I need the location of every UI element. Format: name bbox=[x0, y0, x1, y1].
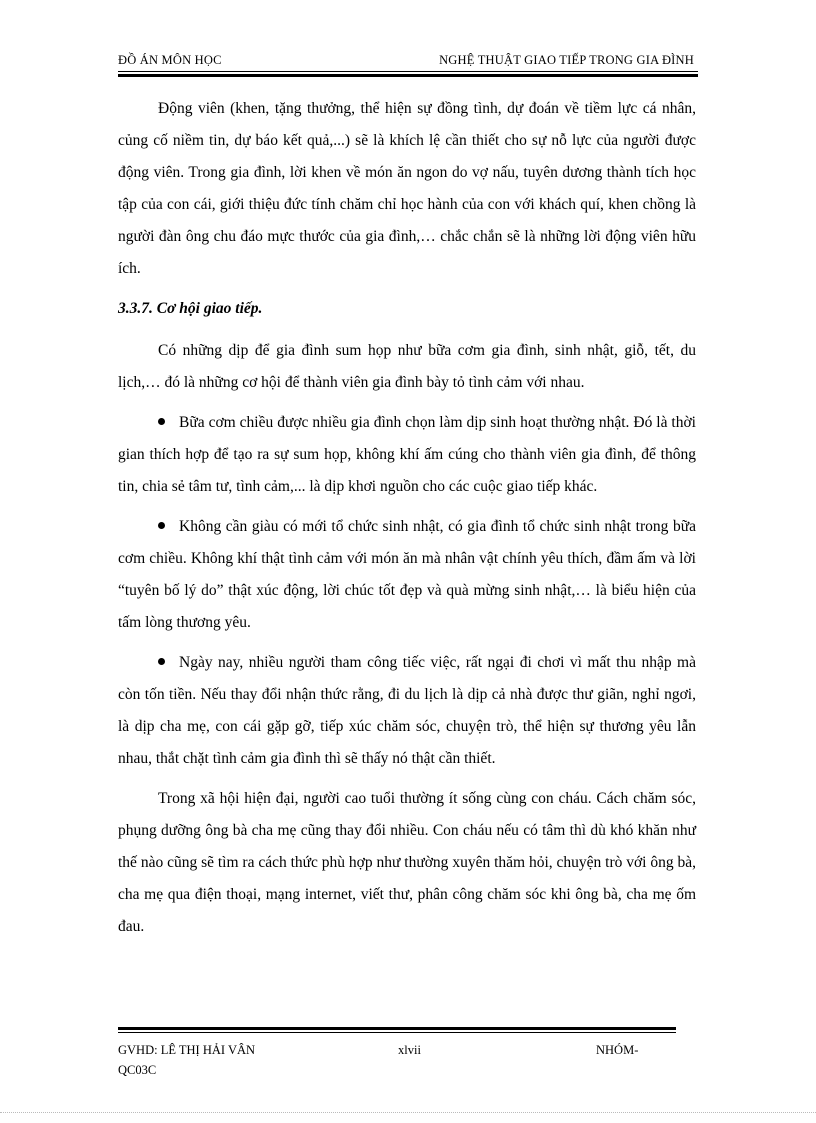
footer-advisor: GVHD: LÊ THỊ HẢI VÂN bbox=[118, 1043, 256, 1057]
paragraph-occasions: Có những dịp để gia đình sum họp như bữa cơm gia đình, sinh nhật, giỗ, tết, du lịch,… đó là những cơ hội để thành viên gia đình bày tỏ tình cảm với nhau. bbox=[118, 342, 696, 391]
header-rule-thick bbox=[118, 74, 698, 77]
section-heading: 3.3.7. Cơ hội giao tiếp. bbox=[118, 300, 263, 317]
bullet-item-birthday bbox=[118, 511, 696, 639]
footer-group-code: QC03C bbox=[118, 1063, 157, 1077]
bullet-icon bbox=[158, 658, 165, 665]
bullet-item-travel bbox=[118, 647, 696, 775]
paragraph-elderly-care: Trong xã hội hiện đại, người cao tuổi thường ít sống cùng con cháu. Cách chăm sóc, phụng dưỡng ông bà cha mẹ cũng thay đổi nhiều. Con cháu nếu có tâm thì dù khó khăn như thế nào cũng sẽ tìm ra cách thức phù hợp như thường xuyên thăm hỏi, chuyện trò với ông bà, cha mẹ qua điện thoại, mạng internet, viết thư, phân công chăm sóc khi ông bà, cha mẹ ốm đau. bbox=[118, 790, 696, 935]
footer-rule-thick bbox=[118, 1027, 676, 1030]
page-body bbox=[118, 93, 696, 951]
footer-rule bbox=[118, 1032, 676, 1033]
footer-group-label: NHÓM- bbox=[596, 1043, 639, 1057]
bullet-text: Không cần giàu có mới tổ chức sinh nhật, có gia đình tổ chức sinh nhật trong bữa cơm chiều. Không khí thật tình cảm với món ăn mà nhân vật chính yêu thích, đầm ấm và lời “tuyên bố lý do” thật xúc động, lời chúc tốt đẹp và quà mừng sinh nhật,… là biểu hiện của tấm lòng thương yêu. bbox=[118, 518, 696, 631]
header-left-title: ĐỒ ÁN MÔN HỌC bbox=[118, 53, 222, 67]
bullet-text: Bữa cơm chiều được nhiều gia đình chọn làm dịp sinh hoạt thường nhật. Đó là thời gian thích hợp để tạo ra sự sum họp, không khí ấm cúng cho thành viên gia đình, để thông tin, chia sẻ tâm tư, tình cảm,... là dịp khơi nguồn cho các cuộc giao tiếp khác. bbox=[118, 414, 696, 495]
header-rule bbox=[118, 71, 698, 72]
header-right-title: NGHỆ THUẬT GIAO TIẾP TRONG GIA ĐÌNH bbox=[439, 53, 694, 67]
bullet-icon bbox=[158, 522, 165, 529]
page-number: xlvii bbox=[398, 1043, 421, 1057]
bullet-icon bbox=[158, 418, 165, 425]
bullet-text: Ngày nay, nhiều người tham công tiếc việc, rất ngại đi chơi vì mất thu nhập mà còn tốn tiền. Nếu thay đổi nhận thức rằng, đi du lịch là dịp cả nhà được thư giãn, nghỉ ngơi, là dịp cha mẹ, con cái gặp gỡ, tiếp xúc chăm sóc, chuyện trò, thể hiện sự thương yêu lẫn nhau, thắt chặt tình cảm gia đình thì sẽ thấy nó thật cần thiết. bbox=[118, 654, 696, 767]
page-edge-divider bbox=[0, 1112, 816, 1113]
paragraph-encouragement: Động viên (khen, tặng thưởng, thể hiện sự đồng tình, dự đoán về tiềm lực cá nhân, củng cố niềm tin, dự báo kết quả,...) sẽ là khích lệ cần thiết cho sự nỗ lực của người được động viên. Trong gia đình, lời khen về món ăn ngon do vợ nấu, tuyên dương thành tích học tập của con cái, giới thiệu đức tính chăm chỉ học hành của con với khách quí, khen chồng là người đàn ông chu đáo mực thước của gia đình,… chắc chắn sẽ là những lời động viên hữu ích. bbox=[118, 100, 696, 277]
page-header bbox=[118, 51, 694, 73]
bullet-item-dinner bbox=[118, 407, 696, 503]
